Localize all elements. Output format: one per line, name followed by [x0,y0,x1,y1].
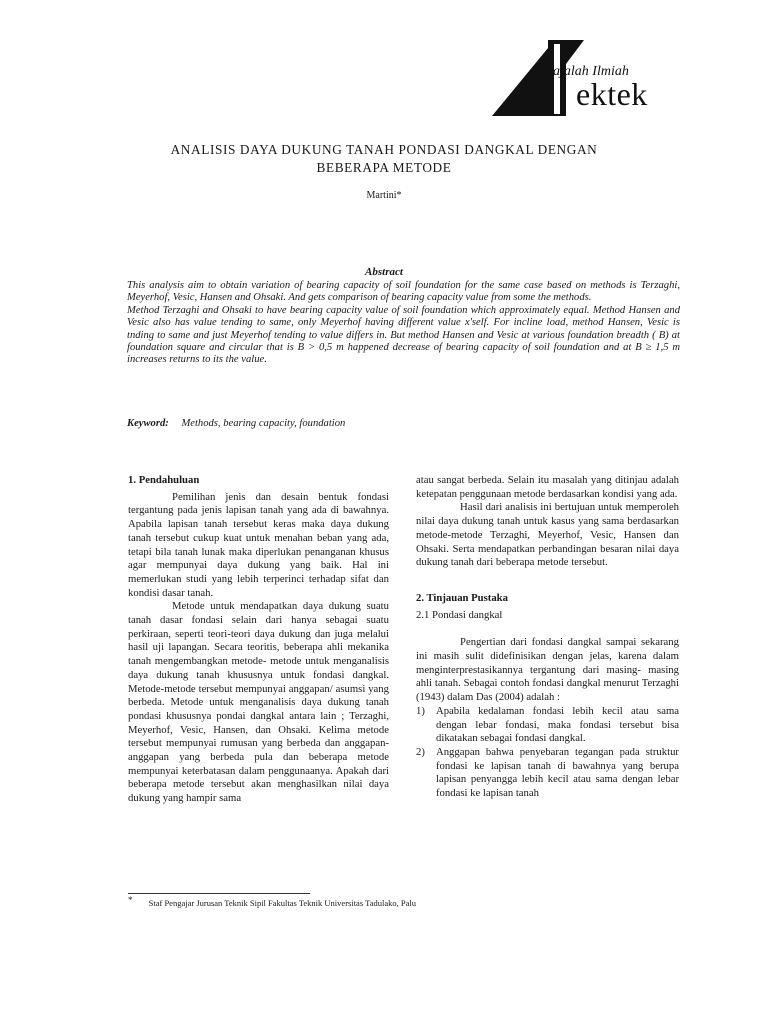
abstract-body [127,280,680,367]
footnote [128,895,688,908]
list-item [416,705,679,746]
keywords [127,418,680,429]
paper-title: ANALISIS DAYA DUKUNG TANAH PONDASI DANGKAL DENGAN BEBERAPA METODE [170,142,598,175]
keyword-label: Keyword: [127,418,169,429]
numbered-list [416,705,679,801]
section-heading-pendahuluan: 1. Pendahuluan [128,474,200,486]
logo-title: ektek [576,76,648,112]
author-name: Martini* [366,190,402,201]
abstract-paragraph: Method Terzaghi and Ohsaki to have bearing capacity value of soil foundation which approximately equal. Method Hansen and Vesic also has value tending to same, only Meyerhof having different value x'self. For incline load, method Hansen, Vesic is tnding to same and just Meyerhof tending to value differs in. But method Hansen and Vesic at various foundation breadth ( B) at foundation square and circular that is B > 0,5 m happened decrease of bearing capacity of soil foundation and at B ≥ 1,5 m increases returns to its the value. [127,304,680,366]
journal-logo [492,40,682,118]
body-paragraph: Pemilihan jenis dan desain bentuk fondasi tergantung pada jenis lapisan tanah yang ada di bawahnya. Apabila lapisan tanah tersebut keras maka daya dukung tanah tersebut cukup kuat untuk menahan beban yang ada, tetapi bila tanah lunak maka diperlukan penanganan khusus agar mempunyai daya dukung yang baik. Hal ini memerlukan studi yang lebih terperinci terhadap sifat dan kondisi dasar tanah. [128,490,389,599]
keyword-text: Methods, bearing capacity, foundation [181,418,346,429]
list-item [416,746,679,801]
body-paragraph: Pengertian dari fondasi dangkal sampai sekarang ini masih sulit didefinisikan dengan jelas, karena dalam menginterprestasikannya tergantung dari masing- masing ahli tanah. Sebagai contoh fondasi dangkal menurut Terzaghi (1943) dalam Das (2004) adalah : [416,636,679,704]
footnote-mark: * [128,895,133,905]
list-item-text: Anggapan bahwa penyebaran tegangan pada struktur fondasi ke lapisan tanah di bawahnya yang berupa lapisan penyangga lebih kecil atau sama dengan lebar fondasi ke lapisan tanah [436,745,679,800]
list-item-text: Apabila kedalaman fondasi lebih kecil atau sama dengan lebar fondasi, maka fondasi tersebut bisa dikatakan sebagai fondasi dangkal. [436,704,679,745]
abstract-heading: Abstract [365,266,403,278]
list-number: 1) [416,704,425,717]
body-paragraph: Hasil dari analisis ini bertujuan untuk memperoleh nilai daya dukung tanah untuk kasus yang sama berdasarkan metode-metode Terzaghi, Meyerhof, Vesic, Hansen dan Ohsaki. Serta mendapatkan perbandingan besaran nilai daya dukung tanah dari beberapa metode tersebut. [416,501,679,569]
section-heading-tinjauan-pustaka: 2. Tinjauan Pustaka [416,591,508,604]
abstract-paragraph: This analysis aim to obtain variation of bearing capacity of soil foundation for the same case based on methods is Terzaghi, Meyerhof, Vesic, Hansen and Ohsaki. And gets comparison of bearing capacity value from some the methods. [127,280,680,304]
body-paragraph-continuation: atau sangat berbeda. Selain itu masalah yang ditinjau adalah ketepatan penggunaan metode berdasarkan kondisi yang ada. [416,474,679,500]
footnote-rule [128,893,310,894]
right-column [416,474,679,801]
subsection-heading: 2.1 Pondasi dangkal [416,608,503,621]
left-column [128,474,389,806]
footnote-text: Staf Pengajar Jurusan Teknik Sipil Fakultas Teknik Universitas Tadulako, Palu [148,898,416,908]
list-number: 2) [416,745,425,758]
logo-subtitle: ajalah Ilmiah [553,64,629,79]
body-paragraph: Metode untuk mendapatkan daya dukung suatu tanah dasar fondasi selain dari hanya sebagai suatu perkiraan, seperti teori-teori daya dukung dan juga melalui hasil uji lapangan. Secara teoritis, beberapa ahli mekanika tanah mengembangkan metode- metode untuk menganalisis daya dukung tanah khususnya untuk fondasi dangkal. Metode-metode tersebut mempunyai anggapan/ asumsi yang berbeda. Metode untuk menganalisis daya dukung tanah pondasi khususnya pondai dangkal antara lain ; Terzaghi, Meyerhof, Vesic, Hansen, dan Ohsaki. Kelima metode tersebut mempunyai rumusan yang berbeda dan anggapan-anggapan yang berbeda pula dan beberapa metode mempunyai keterbatasan dalam penggunaanya. Apakah dari beberapa metode tersebut akan menghasilkan nilai daya dukung yang hampir sama [128,600,389,805]
